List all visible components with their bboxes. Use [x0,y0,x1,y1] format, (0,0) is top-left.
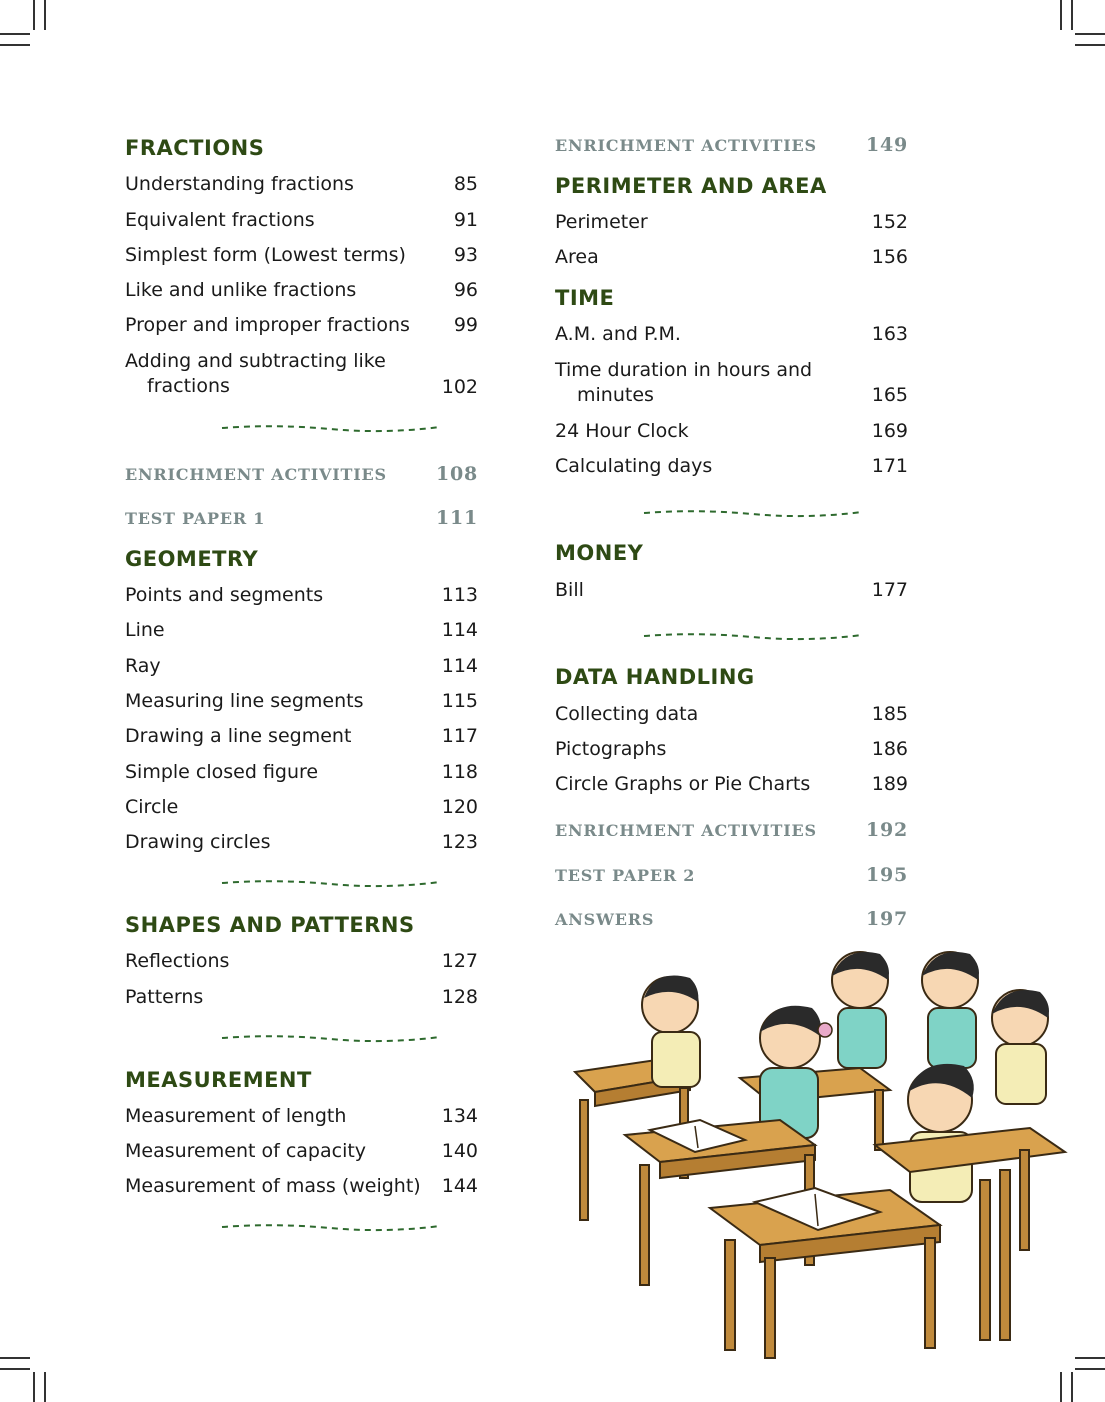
section-heading: MONEY [555,541,644,565]
toc-entry-page: 134 [441,1105,478,1127]
toc-special-page: 149 [865,134,908,156]
toc-special-page: 197 [865,908,908,930]
crop-mark [0,44,30,46]
toc-entry-title: Like and unlike fractions [125,279,357,301]
crop-mark [1071,0,1073,30]
toc-entry-title: Drawing circles [125,831,271,853]
toc-entry-title: Measurement of length [125,1105,347,1127]
toc-entry[interactable] [125,313,478,338]
section-heading: MEASUREMENT [125,1068,312,1092]
toc-entry[interactable] [125,760,478,785]
toc-entry-page: 118 [441,761,478,783]
toc-entry[interactable] [125,243,478,268]
toc-entry[interactable] [125,830,478,855]
toc-special-title: ENRICHMENT ACTIVITIES [555,136,817,155]
toc-entry-title: Area [555,246,599,268]
toc-special-entry[interactable] [555,910,908,929]
toc-entry-title: Calculating days [555,455,713,477]
crop-mark [0,33,30,35]
toc-entry-page: 117 [441,725,478,747]
wavy-divider [220,1032,442,1044]
toc-entry[interactable] [125,172,478,197]
section-heading: SHAPES AND PATTERNS [125,913,415,937]
toc-special-title: TEST PAPER 1 [125,509,266,528]
toc-entry-page: 114 [441,619,478,641]
toc-entry-title: Circle Graphs or Pie Charts [555,773,811,795]
toc-entry-page: 113 [441,584,478,606]
toc-entry-page: 185 [871,703,908,725]
toc-entry-page: 169 [871,420,908,442]
toc-entry[interactable] [125,654,478,679]
toc-entry-page: 114 [441,655,478,677]
toc-special-title: ENRICHMENT ACTIVITIES [125,465,387,484]
toc-entry-title: Pictographs [555,738,667,760]
toc-entry-title: Proper and improper fractions [125,314,410,336]
toc-entry-page: 102 [441,376,478,398]
toc-entry-page: 156 [871,246,908,268]
toc-entry-title [555,358,812,408]
student [832,952,889,1068]
toc-entry[interactable] [125,349,478,399]
toc-special-title: TEST PAPER 2 [555,866,696,885]
toc-entry-page: 128 [441,986,478,1008]
toc-entry[interactable] [555,454,908,479]
toc-entry-title: 24 Hour Clock [555,420,689,442]
toc-entry-page: 144 [441,1175,478,1197]
toc-entry-title: Simple closed figure [125,761,319,783]
toc-entry-page: 165 [871,384,908,406]
crop-mark [1075,1368,1105,1370]
toc-entry[interactable] [555,772,908,797]
crop-mark [1060,1372,1062,1402]
toc-entry-page: 163 [871,323,908,345]
classroom-illustration [560,940,1080,1360]
toc-special-entry[interactable] [125,465,478,484]
crop-mark [0,1357,30,1359]
toc-entry-page: 127 [441,950,478,972]
toc-entry-title: Circle [125,796,179,818]
toc-entry-title: Collecting data [555,703,699,725]
toc-entry-page: 140 [441,1140,478,1162]
toc-entry-page: 171 [871,455,908,477]
chair [980,1170,1010,1340]
toc-entry[interactable] [125,618,478,643]
toc-entry-title: Simplest form (Lowest terms) [125,244,406,266]
toc-entry[interactable] [555,245,908,270]
wavy-divider [220,1221,442,1233]
toc-entry-title: Ray [125,655,161,677]
wavy-divider [220,877,442,889]
crop-mark [1075,33,1105,35]
toc-entry[interactable] [555,737,908,762]
toc-special-title: ANSWERS [555,910,655,929]
toc-entry-title-line1: Time duration in hours and [555,359,813,381]
toc-entry-page: 152 [871,211,908,233]
section-heading: FRACTIONS [125,136,265,160]
crop-mark [33,0,35,30]
toc-entry-page: 177 [871,579,908,601]
toc-entry[interactable] [125,1104,478,1129]
toc-entry-title: Patterns [125,986,204,1008]
toc-entry-title-line2: fractions [147,375,230,397]
toc-entry[interactable] [555,358,908,408]
toc-special-page: 195 [865,864,908,886]
toc-entry[interactable] [555,578,908,603]
crop-mark [1071,1372,1073,1402]
toc-entry-title: Measuring line segments [125,690,364,712]
toc-special-entry[interactable] [555,821,908,840]
toc-special-page: 111 [435,507,478,529]
section-heading: DATA HANDLING [555,665,755,689]
toc-entry-page: 186 [871,738,908,760]
wavy-divider [642,507,864,519]
student [908,1064,974,1202]
toc-entry-title: Bill [555,579,584,601]
toc-entry-title: A.M. and P.M. [555,323,681,345]
toc-entry[interactable] [125,689,478,714]
toc-entry[interactable] [125,795,478,820]
toc-entry[interactable] [125,724,478,749]
toc-entry[interactable] [555,702,908,727]
toc-entry[interactable] [125,1139,478,1164]
crop-mark [44,1372,46,1402]
toc-entry-page: 115 [441,690,478,712]
toc-entry-title: Measurement of mass (weight) [125,1175,421,1197]
toc-entry-title-line1: Adding and subtracting like [125,350,386,372]
toc-entry-title [125,349,386,399]
crop-mark [0,1368,30,1370]
toc-entry[interactable] [555,419,908,444]
toc-entry-title: Reflections [125,950,230,972]
toc-entry-title: Points and segments [125,584,324,606]
toc-entry-title: Line [125,619,165,641]
toc-special-entry[interactable] [125,509,478,528]
toc-entry-page: 93 [453,244,478,266]
toc-entry-title: Understanding fractions [125,173,354,195]
toc-entry[interactable] [125,208,478,233]
toc-entry-page: 120 [441,796,478,818]
toc-entry[interactable] [125,278,478,303]
toc-entry[interactable] [125,1174,478,1199]
wavy-divider [220,422,442,434]
toc-entry-title: Perimeter [555,211,648,233]
crop-mark [44,0,46,30]
toc-entry-title: Measurement of capacity [125,1140,367,1162]
crop-mark [1075,44,1105,46]
toc-special-entry[interactable] [555,866,908,885]
toc-entry[interactable] [555,210,908,235]
toc-entry-title-line2: minutes [577,384,654,406]
toc-entry-page: 123 [441,831,478,853]
crop-mark [1060,0,1062,30]
toc-special-title: ENRICHMENT ACTIVITIES [555,821,817,840]
student [992,990,1049,1104]
toc-entry-page: 96 [453,279,478,301]
toc-entry[interactable] [125,985,478,1010]
section-heading: GEOMETRY [125,547,259,571]
toc-entry-title: Drawing a line segment [125,725,352,747]
toc-special-page: 108 [435,463,478,485]
toc-entry-title: Equivalent fractions [125,209,315,231]
toc-entry-page: 91 [453,209,478,231]
crop-mark [33,1372,35,1402]
toc-entry[interactable] [125,949,478,974]
toc-entry-page: 85 [453,173,478,195]
toc-entry-page: 99 [453,314,478,336]
toc-entry[interactable] [555,322,908,347]
section-heading: PERIMETER AND AREA [555,174,827,198]
toc-entry[interactable] [125,583,478,608]
section-heading: TIME [555,286,615,310]
toc-special-page: 192 [865,819,908,841]
wavy-divider [642,630,864,642]
toc-entry-page: 189 [871,773,908,795]
toc-special-entry[interactable] [555,136,908,155]
student [922,952,979,1068]
